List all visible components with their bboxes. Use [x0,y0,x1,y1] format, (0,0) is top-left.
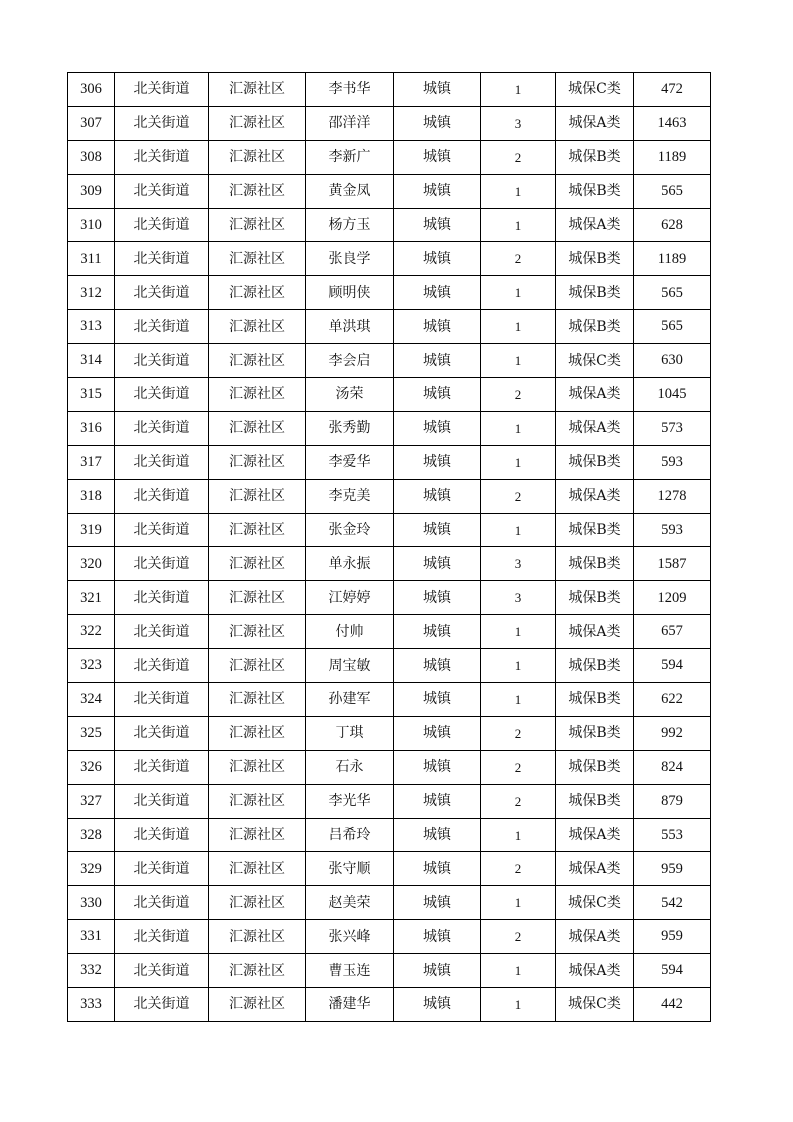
insurance-category-cell: 城保A类 [556,615,634,649]
street-cell: 北关街道 [115,73,209,107]
name-cell: 张良学 [306,242,394,276]
amount-cell: 992 [634,716,711,750]
amount-cell: 442 [634,988,711,1022]
community-cell: 汇源社区 [209,649,306,683]
table-row [68,174,711,208]
insurance-category-cell: 城保B类 [556,276,634,310]
table-row [68,818,711,852]
street-cell: 北关街道 [115,716,209,750]
area-type-cell: 城镇 [394,750,481,784]
household-size-cell: 2 [481,479,556,513]
name-cell: 李新广 [306,140,394,174]
serial-number-cell: 321 [68,581,115,615]
serial-number-cell: 333 [68,988,115,1022]
community-cell: 汇源社区 [209,920,306,954]
table-row [68,73,711,107]
table-row [68,208,711,242]
household-size-cell: 2 [481,784,556,818]
table-row [68,242,711,276]
community-cell: 汇源社区 [209,513,306,547]
table-row [68,378,711,412]
insurance-category-cell: 城保A类 [556,378,634,412]
serial-number-cell: 318 [68,479,115,513]
insurance-category-cell: 城保B类 [556,445,634,479]
name-cell: 潘建华 [306,988,394,1022]
serial-number-cell: 313 [68,310,115,344]
area-type-cell: 城镇 [394,615,481,649]
serial-number-cell: 332 [68,954,115,988]
name-cell: 孙建军 [306,683,394,717]
community-cell: 汇源社区 [209,445,306,479]
name-cell: 单永振 [306,547,394,581]
insurance-category-cell: 城保A类 [556,954,634,988]
serial-number-cell: 323 [68,649,115,683]
community-cell: 汇源社区 [209,344,306,378]
table-row [68,920,711,954]
community-cell: 汇源社区 [209,886,306,920]
street-cell: 北关街道 [115,106,209,140]
insurance-category-cell: 城保B类 [556,513,634,547]
serial-number-cell: 312 [68,276,115,310]
area-type-cell: 城镇 [394,310,481,344]
amount-cell: 594 [634,954,711,988]
community-cell: 汇源社区 [209,73,306,107]
street-cell: 北关街道 [115,784,209,818]
table-row [68,886,711,920]
street-cell: 北关街道 [115,174,209,208]
amount-cell: 593 [634,445,711,479]
community-cell: 汇源社区 [209,174,306,208]
name-cell: 石永 [306,750,394,784]
area-type-cell: 城镇 [394,174,481,208]
table-row [68,479,711,513]
household-size-cell: 1 [481,954,556,988]
household-size-cell: 1 [481,886,556,920]
name-cell: 赵美荣 [306,886,394,920]
insurance-category-cell: 城保B类 [556,310,634,344]
insurance-category-cell: 城保A类 [556,818,634,852]
serial-number-cell: 324 [68,683,115,717]
area-type-cell: 城镇 [394,445,481,479]
name-cell: 李光华 [306,784,394,818]
serial-number-cell: 328 [68,818,115,852]
table-row [68,784,711,818]
area-type-cell: 城镇 [394,344,481,378]
community-cell: 汇源社区 [209,208,306,242]
amount-cell: 542 [634,886,711,920]
table-row [68,106,711,140]
amount-cell: 628 [634,208,711,242]
amount-cell: 1189 [634,140,711,174]
street-cell: 北关街道 [115,581,209,615]
street-cell: 北关街道 [115,886,209,920]
street-cell: 北关街道 [115,988,209,1022]
table-row [68,750,711,784]
community-cell: 汇源社区 [209,784,306,818]
name-cell: 张秀勤 [306,411,394,445]
household-size-cell: 1 [481,988,556,1022]
household-size-cell: 1 [481,276,556,310]
community-cell: 汇源社区 [209,615,306,649]
household-size-cell: 3 [481,106,556,140]
serial-number-cell: 314 [68,344,115,378]
insurance-category-cell: 城保B类 [556,716,634,750]
serial-number-cell: 325 [68,716,115,750]
insurance-category-cell: 城保B类 [556,547,634,581]
serial-number-cell: 327 [68,784,115,818]
serial-number-cell: 310 [68,208,115,242]
insurance-category-cell: 城保A类 [556,208,634,242]
name-cell: 李爱华 [306,445,394,479]
serial-number-cell: 322 [68,615,115,649]
household-size-cell: 2 [481,750,556,784]
area-type-cell: 城镇 [394,852,481,886]
area-type-cell: 城镇 [394,208,481,242]
table-row [68,513,711,547]
area-type-cell: 城镇 [394,513,481,547]
amount-cell: 565 [634,310,711,344]
household-size-cell: 3 [481,581,556,615]
household-size-cell: 2 [481,716,556,750]
community-cell: 汇源社区 [209,988,306,1022]
street-cell: 北关街道 [115,954,209,988]
area-type-cell: 城镇 [394,242,481,276]
insurance-category-cell: 城保C类 [556,886,634,920]
table-row [68,140,711,174]
serial-number-cell: 329 [68,852,115,886]
household-size-cell: 1 [481,615,556,649]
community-cell: 汇源社区 [209,378,306,412]
amount-cell: 1278 [634,479,711,513]
table-row [68,276,711,310]
name-cell: 丁琪 [306,716,394,750]
amount-cell: 1209 [634,581,711,615]
household-size-cell: 1 [481,73,556,107]
area-type-cell: 城镇 [394,547,481,581]
area-type-cell: 城镇 [394,954,481,988]
table-row [68,649,711,683]
area-type-cell: 城镇 [394,784,481,818]
household-size-cell: 3 [481,547,556,581]
table-row [68,954,711,988]
amount-cell: 565 [634,174,711,208]
household-size-cell: 1 [481,344,556,378]
community-cell: 汇源社区 [209,581,306,615]
name-cell: 邵洋洋 [306,106,394,140]
amount-cell: 593 [634,513,711,547]
insurance-category-cell: 城保C类 [556,73,634,107]
name-cell: 曹玉连 [306,954,394,988]
area-type-cell: 城镇 [394,920,481,954]
table-row [68,411,711,445]
table-row [68,988,711,1022]
community-cell: 汇源社区 [209,683,306,717]
insurance-category-cell: 城保B类 [556,683,634,717]
area-type-cell: 城镇 [394,581,481,615]
serial-number-cell: 330 [68,886,115,920]
serial-number-cell: 326 [68,750,115,784]
community-cell: 汇源社区 [209,750,306,784]
street-cell: 北关街道 [115,920,209,954]
insurance-category-cell: 城保B类 [556,242,634,276]
insurance-category-cell: 城保C类 [556,988,634,1022]
name-cell: 杨方玉 [306,208,394,242]
serial-number-cell: 319 [68,513,115,547]
amount-cell: 622 [634,683,711,717]
community-cell: 汇源社区 [209,140,306,174]
community-cell: 汇源社区 [209,954,306,988]
name-cell: 李会启 [306,344,394,378]
amount-cell: 959 [634,920,711,954]
insurance-category-cell: 城保A类 [556,106,634,140]
street-cell: 北关街道 [115,445,209,479]
name-cell: 江婷婷 [306,581,394,615]
community-cell: 汇源社区 [209,310,306,344]
serial-number-cell: 315 [68,378,115,412]
name-cell: 吕希玲 [306,818,394,852]
name-cell: 张守顺 [306,852,394,886]
household-size-cell: 2 [481,920,556,954]
area-type-cell: 城镇 [394,683,481,717]
insurance-category-cell: 城保B类 [556,581,634,615]
table-row [68,445,711,479]
community-cell: 汇源社区 [209,276,306,310]
name-cell: 黄金凤 [306,174,394,208]
community-cell: 汇源社区 [209,547,306,581]
name-cell: 张兴峰 [306,920,394,954]
street-cell: 北关街道 [115,242,209,276]
household-size-cell: 2 [481,140,556,174]
name-cell: 付帅 [306,615,394,649]
household-size-cell: 2 [481,242,556,276]
street-cell: 北关街道 [115,513,209,547]
table-row [68,344,711,378]
serial-number-cell: 309 [68,174,115,208]
area-type-cell: 城镇 [394,886,481,920]
street-cell: 北关街道 [115,649,209,683]
amount-cell: 1189 [634,242,711,276]
table-row [68,615,711,649]
household-size-cell: 2 [481,852,556,886]
area-type-cell: 城镇 [394,140,481,174]
community-cell: 汇源社区 [209,411,306,445]
household-size-cell: 1 [481,174,556,208]
amount-cell: 594 [634,649,711,683]
street-cell: 北关街道 [115,276,209,310]
area-type-cell: 城镇 [394,988,481,1022]
name-cell: 单洪琪 [306,310,394,344]
name-cell: 张金玲 [306,513,394,547]
insurance-category-cell: 城保B类 [556,784,634,818]
community-cell: 汇源社区 [209,818,306,852]
amount-cell: 959 [634,852,711,886]
serial-number-cell: 331 [68,920,115,954]
community-cell: 汇源社区 [209,716,306,750]
amount-cell: 1463 [634,106,711,140]
street-cell: 北关街道 [115,208,209,242]
amount-cell: 879 [634,784,711,818]
amount-cell: 553 [634,818,711,852]
table-row [68,683,711,717]
insurance-category-cell: 城保A类 [556,920,634,954]
insurance-category-cell: 城保B类 [556,649,634,683]
area-type-cell: 城镇 [394,378,481,412]
street-cell: 北关街道 [115,818,209,852]
street-cell: 北关街道 [115,615,209,649]
street-cell: 北关街道 [115,378,209,412]
table-row [68,581,711,615]
amount-cell: 573 [634,411,711,445]
serial-number-cell: 316 [68,411,115,445]
insurance-category-cell: 城保A类 [556,479,634,513]
community-cell: 汇源社区 [209,106,306,140]
household-size-cell: 1 [481,310,556,344]
household-size-cell: 1 [481,411,556,445]
serial-number-cell: 317 [68,445,115,479]
table-row [68,716,711,750]
amount-cell: 824 [634,750,711,784]
street-cell: 北关街道 [115,140,209,174]
table-row [68,310,711,344]
amount-cell: 630 [634,344,711,378]
insurance-category-cell: 城保B类 [556,750,634,784]
serial-number-cell: 308 [68,140,115,174]
records-table [67,72,711,1022]
amount-cell: 657 [634,615,711,649]
street-cell: 北关街道 [115,411,209,445]
community-cell: 汇源社区 [209,479,306,513]
amount-cell: 472 [634,73,711,107]
street-cell: 北关街道 [115,683,209,717]
household-size-cell: 2 [481,378,556,412]
street-cell: 北关街道 [115,310,209,344]
name-cell: 李书华 [306,73,394,107]
area-type-cell: 城镇 [394,479,481,513]
insurance-category-cell: 城保B类 [556,140,634,174]
area-type-cell: 城镇 [394,276,481,310]
area-type-cell: 城镇 [394,649,481,683]
insurance-category-cell: 城保A类 [556,411,634,445]
insurance-category-cell: 城保A类 [556,852,634,886]
street-cell: 北关街道 [115,852,209,886]
area-type-cell: 城镇 [394,73,481,107]
records-body [68,73,711,1022]
household-size-cell: 1 [481,208,556,242]
community-cell: 汇源社区 [209,242,306,276]
community-cell: 汇源社区 [209,852,306,886]
serial-number-cell: 311 [68,242,115,276]
amount-cell: 565 [634,276,711,310]
street-cell: 北关街道 [115,750,209,784]
household-size-cell: 1 [481,445,556,479]
household-size-cell: 1 [481,818,556,852]
table-row [68,852,711,886]
serial-number-cell: 320 [68,547,115,581]
name-cell: 汤荣 [306,378,394,412]
area-type-cell: 城镇 [394,818,481,852]
street-cell: 北关街道 [115,479,209,513]
street-cell: 北关街道 [115,547,209,581]
amount-cell: 1587 [634,547,711,581]
area-type-cell: 城镇 [394,106,481,140]
street-cell: 北关街道 [115,344,209,378]
name-cell: 李克美 [306,479,394,513]
household-size-cell: 1 [481,513,556,547]
area-type-cell: 城镇 [394,411,481,445]
serial-number-cell: 306 [68,73,115,107]
amount-cell: 1045 [634,378,711,412]
household-size-cell: 1 [481,683,556,717]
name-cell: 周宝敏 [306,649,394,683]
area-type-cell: 城镇 [394,716,481,750]
insurance-category-cell: 城保C类 [556,344,634,378]
serial-number-cell: 307 [68,106,115,140]
table-row [68,547,711,581]
name-cell: 顾明侠 [306,276,394,310]
insurance-category-cell: 城保B类 [556,174,634,208]
household-size-cell: 1 [481,649,556,683]
